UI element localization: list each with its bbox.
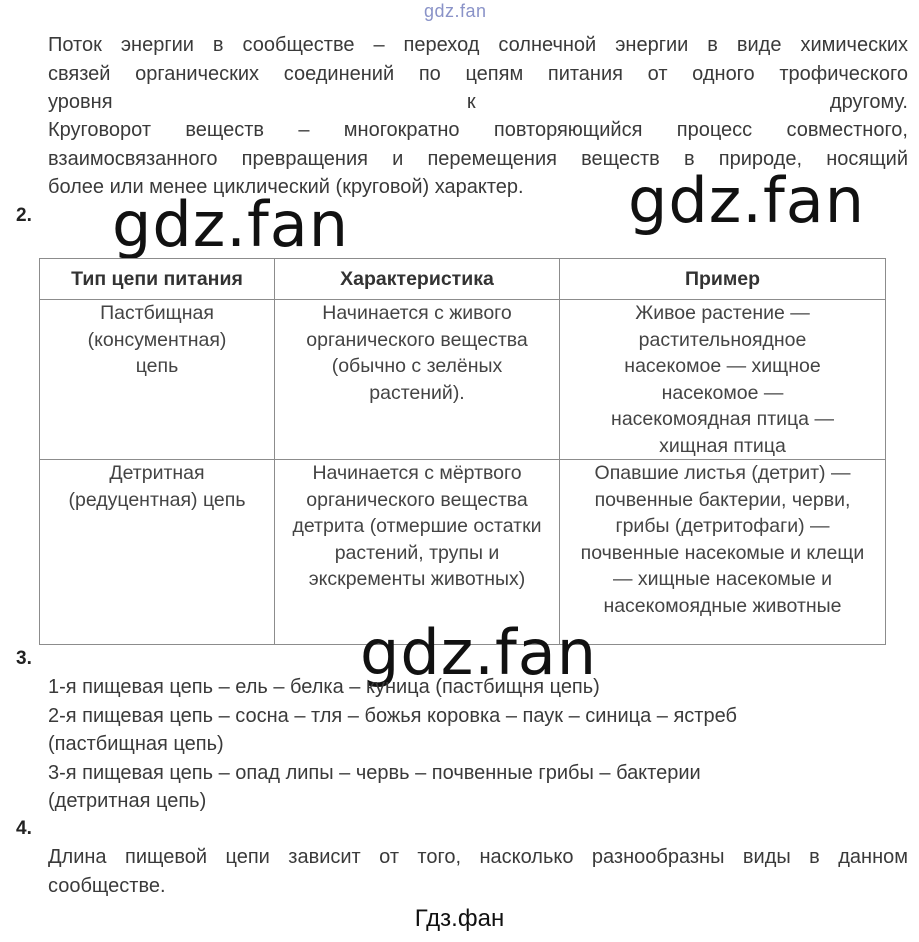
food-chain-examples [48, 673, 908, 816]
text-word: уровня [48, 91, 113, 113]
cell-type: Пастбищная (консументная) цепь [40, 300, 275, 460]
text-word: другому. [829, 91, 908, 113]
text-line: Длина пищевой цепи зависит от того, насколько разнообразны виды в данном [48, 846, 908, 868]
header-description: Характеристика [275, 259, 560, 300]
cell-type: Детритная (редуцентная) цепь [40, 460, 275, 645]
cell-description: Начинается с живого органического вещества (обычно с зелёных растений). [275, 300, 560, 460]
header-type: Тип цепи питания [40, 259, 275, 300]
text-line: (пастбищная цепь) [48, 733, 224, 755]
food-chain-table [39, 258, 886, 645]
table-header-row [40, 259, 886, 300]
text-line: Поток энергии в сообществе – переход солнечной энергии в виде химических [48, 34, 908, 56]
text-line: сообществе. [48, 874, 166, 897]
text-line [48, 88, 908, 117]
text-line: более или менее циклический (круговой) характер. [48, 176, 524, 198]
cell-description: Начинается с мёртвого органического вещества детрита (отмершие остатки растений, трупы и экскременты животных) [275, 460, 560, 645]
text-line: Круговорот веществ – многократно повторяющийся процесс совместного, [48, 119, 908, 141]
watermark-big-left: gdz.fan [112, 188, 350, 261]
watermark-top: gdz.fan [424, 1, 487, 21]
section-number-4: 4. [16, 818, 32, 839]
cell-example: Живое растение — растительноядное насекомое — хищное насекомое — насекомоядная птица — хищная птица [560, 300, 886, 460]
text-line: связей органических соединений по цепям питания от одного трофического [48, 62, 908, 85]
footer-caption: Гдз.фан [414, 905, 505, 932]
text-word: к [466, 91, 476, 113]
header-example: Пример [560, 259, 886, 300]
section-number-2: 2. [16, 205, 32, 226]
watermark-big-right: gdz.fan [628, 164, 866, 237]
energy-flow-paragraph [48, 31, 908, 117]
text-line: 2-я пищевая цепь – сосна – тля – божья коровка – паук – синица – ястреб [48, 704, 737, 727]
cell-example: Опавшие листья (детрит) — почвенные бактерии, черви, грибы (детритофаги) — почвенные насекомые и клещи — хищные насекомые и насекомоядные животные [560, 460, 886, 645]
table-row [40, 300, 886, 460]
text-line: 1-я пищевая цепь – ель – белка – куница (пастбищня цепь) [48, 676, 600, 698]
chain-length-paragraph [48, 843, 908, 900]
text-line: 3-я пищевая цепь – опад липы – червь – почвенные грибы – бактерии [48, 761, 701, 784]
text-line: (детритная цепь) [48, 790, 207, 812]
text-line: взаимосвязанного превращения и перемещения веществ в природе, носящий [48, 147, 908, 170]
section-number-3: 3. [16, 648, 32, 669]
watermark-big-center: gdz.fan [360, 616, 598, 689]
